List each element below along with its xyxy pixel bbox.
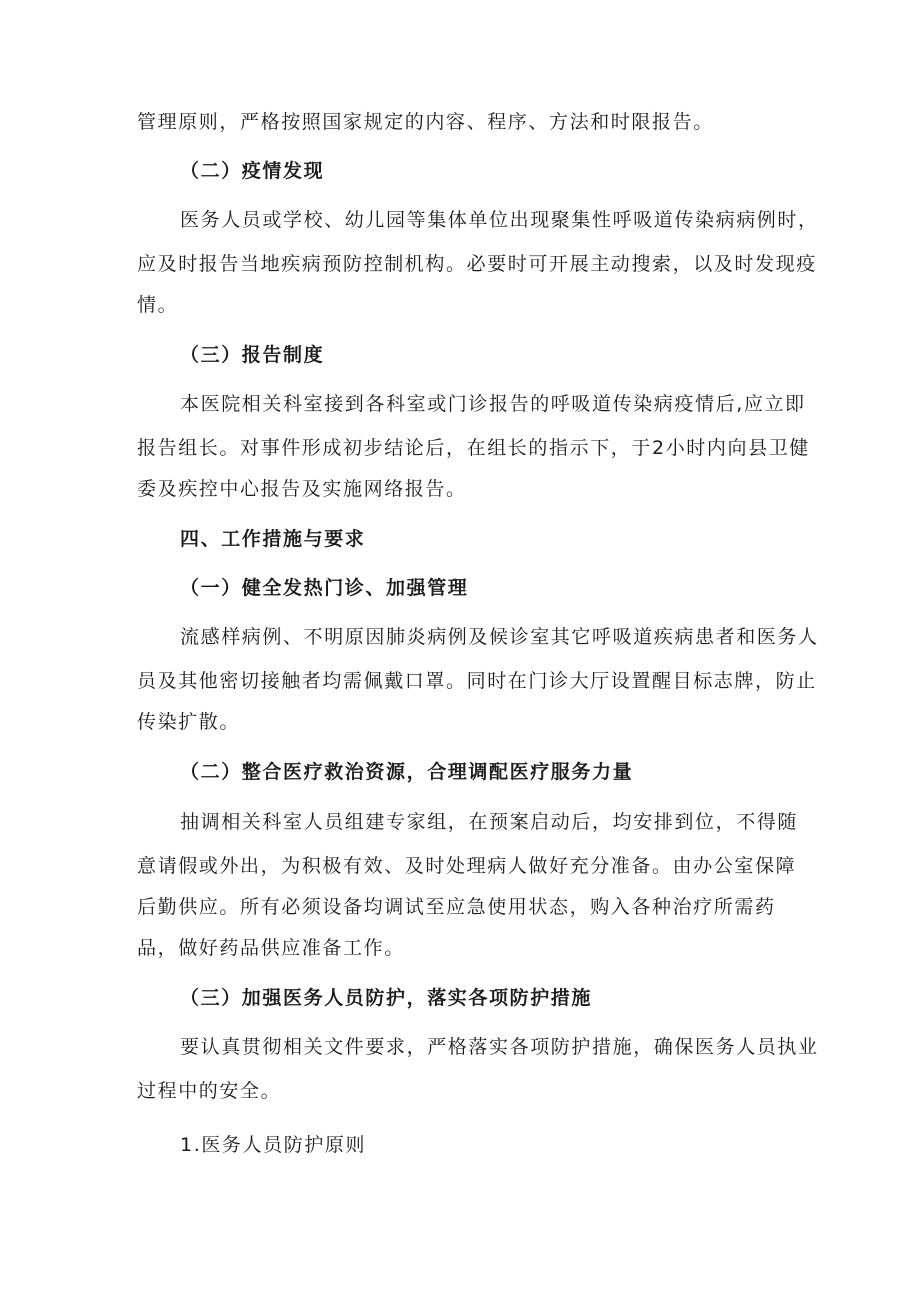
paragraph-line: 抽调相关科室人员组建专家组，在预案启动后，均安排到位，不得随 bbox=[180, 811, 799, 833]
paragraph-line: 委及疾控中心报告及实施网络报告。 bbox=[137, 478, 467, 500]
paragraph-line: 情。 bbox=[137, 294, 179, 316]
paragraph-line: 传染扩散。 bbox=[137, 711, 241, 733]
paragraph-line: 医务人员或学校、幼儿园等集体单位出现聚集性呼吸道传染病病例时， bbox=[180, 209, 819, 231]
section-heading-work-measures: 四、工作措施与要求 bbox=[180, 528, 366, 550]
subsection-item-protection-principles: 1.医务人员防护原则 bbox=[180, 1134, 367, 1156]
section-heading-epidemic-discovery: （二）疫情发现 bbox=[180, 160, 325, 182]
paragraph-line: 过程中的安全。 bbox=[137, 1080, 282, 1102]
paragraph-line: 要认真贯彻相关文件要求，严格落实各项防护措施，确保医务人员执业 bbox=[180, 1036, 819, 1058]
section-heading-fever-clinic: （一）健全发热门诊、加强管理 bbox=[180, 577, 469, 599]
paragraph-line: 本医院相关科室接到各科室或门诊报告的呼吸道传染病疫情后,应立即 bbox=[180, 393, 806, 415]
paragraph-line: 应及时报告当地疾病预防控制机构。必要时可开展主动搜索，以及时发现疫 bbox=[137, 253, 817, 275]
paragraph-line: 流感样病例、不明原因肺炎病例及候诊室其它呼吸道疾病患者和医务人 bbox=[180, 626, 819, 648]
section-heading-medical-resources: （二）整合医疗救治资源，合理调配医疗服务力量 bbox=[180, 761, 634, 783]
paragraph-line: 报告组长。对事件形成初步结论后，在组长的指示下，于2小时内向县卫健 bbox=[137, 437, 810, 459]
paragraph-line: 后勤供应。所有必须设备均调试至应急使用状态，购入各种治疗所需药 bbox=[137, 896, 776, 918]
section-heading-staff-protection: （三）加强医务人员防护，落实各项防护措施 bbox=[180, 987, 593, 1009]
paragraph-line: 品，做好药品供应准备工作。 bbox=[137, 937, 405, 959]
paragraph-line: 员及其他密切接触者均需佩戴口罩。同时在门诊大厅设置醒目标志牌，防止 bbox=[137, 670, 817, 692]
paragraph-line: 管理原则，严格按照国家规定的内容、程序、方法和时限报告。 bbox=[137, 111, 714, 133]
paragraph-line: 意请假或外出，为积极有效、及时处理病人做好充分准备。由办公室保障 bbox=[137, 855, 797, 877]
section-heading-reporting-system: （三）报告制度 bbox=[180, 344, 325, 366]
